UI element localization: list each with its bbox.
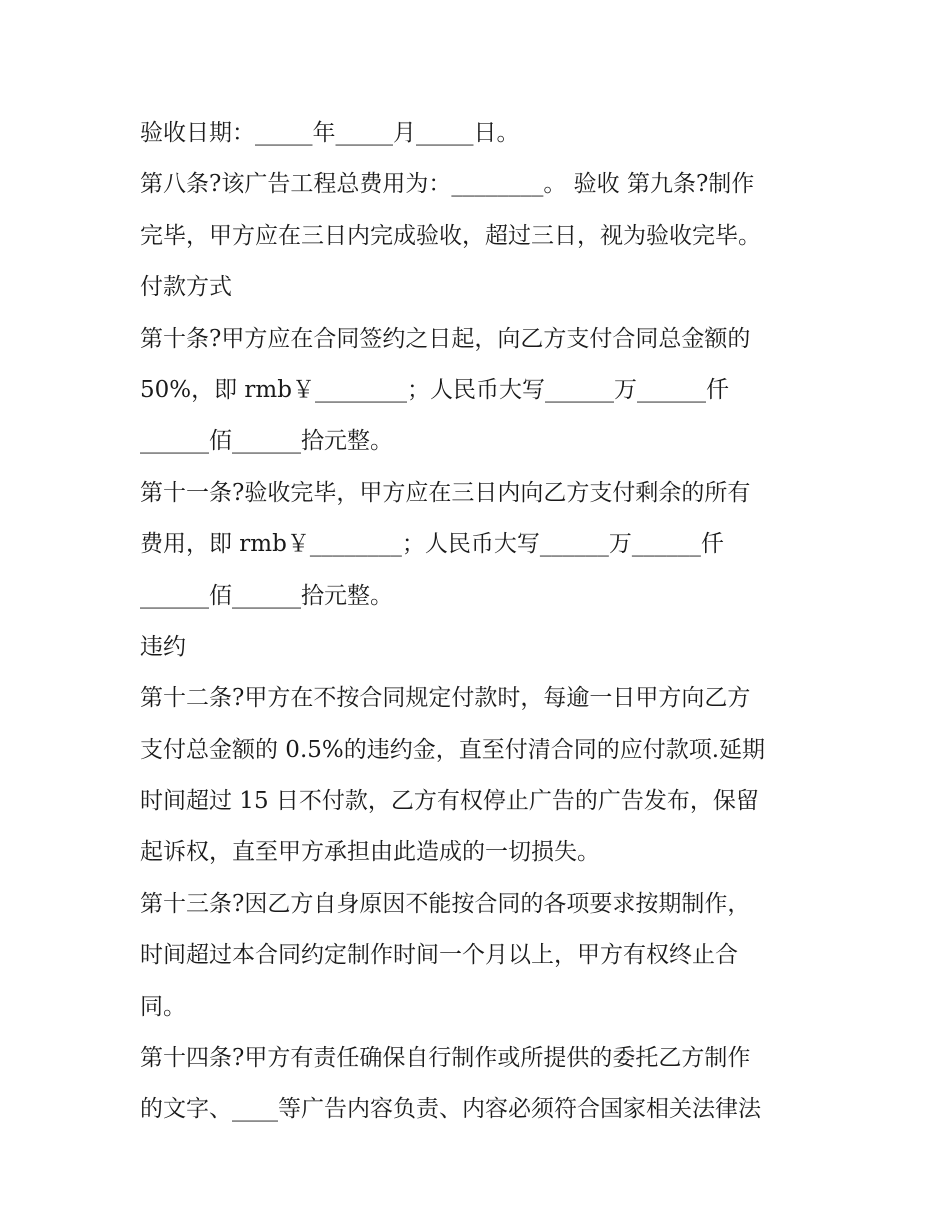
inspection-date-line: 验收日期：_____年_____月_____日。 [140, 120, 520, 146]
article-13-line-2: 时间超过本合同约定制作时间一个月以上，甲方有权终止合 [140, 942, 738, 969]
article-10-line-3: ______佰______拾元整。 [140, 428, 393, 455]
article-11-line-3: ______佰______拾元整。 [140, 582, 393, 609]
section-heading-breach: 违约 [140, 633, 186, 660]
article-10-line-1: 第十条?甲方应在合同签约之日起，向乙方支付合同总金额的 [140, 325, 751, 352]
article-12-line-2: 支付总金额的 0.5%的违约金，直至付清合同的应付款项.延期 [140, 736, 766, 763]
article-11-line-2: 费用，即 rmb￥________；人民币大写______万______仟 [140, 531, 724, 558]
document-body [140, 108, 820, 1136]
article-11-line-1: 第十一条?验收完毕，甲方应在三日内向乙方支付剩余的所有 [140, 479, 751, 506]
article-12-line-3: 时间超过 15 日不付款，乙方有权停止广告的广告发布，保留 [140, 788, 759, 815]
article-12-line-4: 起诉权，直至甲方承担由此造成的一切损失。 [140, 839, 600, 866]
article-10-line-2: 50%，即 rmb￥________；人民币大写______万______仟 [140, 376, 729, 403]
article-14-line-2: 的文字、____等广告内容负责、内容必须符合国家相关法律法 [140, 1096, 761, 1123]
article-14-line-1: 第十四条?甲方有责任确保自行制作或所提供的委托乙方制作 [140, 1045, 751, 1072]
article-13-line-3: 同。 [140, 993, 186, 1020]
section-heading-payment: 付款方式 [140, 274, 232, 301]
article-13-line-1: 第十三条?因乙方自身原因不能按合同的各项要求按期制作， [140, 890, 751, 917]
article-9-line: 完毕，甲方应在三日内完成验收，超过三日，视为验收完毕。 [140, 222, 761, 249]
article-8-line: 第八条?该广告工程总费用为：________。 验收 第九条?制作 [140, 171, 755, 198]
article-12-line-1: 第十二条?甲方在不按合同规定付款时，每逾一日甲方向乙方 [140, 685, 751, 712]
